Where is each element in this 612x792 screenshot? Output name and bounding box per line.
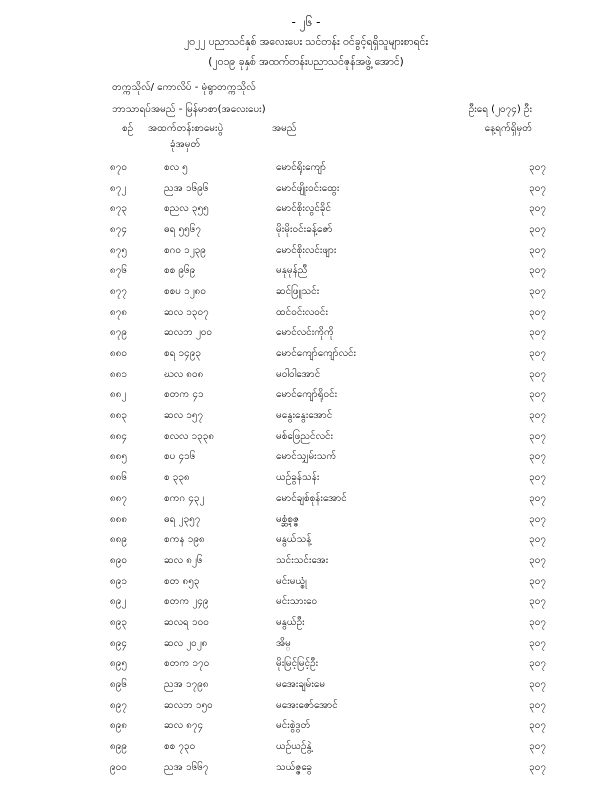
table-row	[108, 529, 546, 550]
row-name: မောင်ကျော်ရိုဝင်း	[276, 389, 338, 401]
row-name: ယဉ်ခွန်သန်း	[276, 472, 320, 484]
header-reg: အထက်တန်းစာမေးပွဲ	[148, 123, 224, 134]
row-number: ၈၉၅	[110, 658, 127, 670]
table-row	[108, 757, 546, 778]
row-days: ၃၀၇	[529, 472, 546, 484]
table-row	[108, 260, 546, 281]
row-number: ၈၈၇	[110, 492, 128, 504]
row-number: ၈၈၁	[110, 368, 128, 380]
row-name: သယ်ဇ္ဇခွေ	[276, 761, 312, 773]
table-row	[108, 178, 546, 199]
row-reg-number: စရ ၁၄၉၃	[164, 348, 202, 360]
row-name: မောင်ဖျိုးဝင်းထွေး	[276, 182, 340, 194]
row-reg-number: စတက ၁၇၀	[164, 658, 210, 670]
row-reg-number: ဆလ ၈၂၆	[164, 554, 203, 566]
row-name: မဝါဝါအောင်	[276, 368, 321, 380]
row-number: ၈၇၇	[110, 285, 127, 297]
row-days: ၃၀၇	[529, 203, 546, 215]
row-reg-number: စတက ၄၁	[164, 389, 204, 401]
row-name: မောင်လင်းကိုကို	[276, 327, 334, 339]
row-days: ၃၀၇	[529, 658, 546, 670]
row-days: ၃၀၇	[529, 575, 546, 587]
row-name: သင်းသင်းအေး	[276, 554, 329, 566]
row-name: မောင်စိုးလွင်ခိုင်	[276, 203, 332, 215]
header-reg-line2: ခုံအမှတ်	[170, 139, 201, 150]
row-days: ၃၀၇	[529, 265, 546, 277]
header-no: စဉ်	[122, 123, 134, 134]
document-title: ၂၀၂၂ ပညာသင်နှစ် အလေးပေး သင်တန်း ဝင်ခွင့်ရရှိသူများစာရင်း	[183, 36, 429, 48]
row-days: ၃၀၇	[529, 616, 546, 628]
table-row	[108, 426, 546, 447]
table-row	[108, 405, 546, 426]
table-row	[108, 323, 546, 344]
row-reg-number: စတ ၈၅၃	[164, 575, 200, 587]
row-number: ၈၇၀	[110, 161, 127, 173]
table-row	[108, 633, 546, 654]
table-row	[108, 571, 546, 592]
row-number: ၈၈၉	[110, 534, 128, 546]
row-number: ၈၉၆	[110, 679, 127, 691]
table-row	[108, 343, 546, 364]
row-number: ၈၉၀	[110, 554, 127, 566]
row-name: ယဉ်ယဉ်နွဲ့	[276, 741, 312, 753]
row-name: မအေးချမ်းမေ	[276, 679, 326, 691]
row-number: ၈၉၉	[110, 741, 127, 753]
row-reg-number: ညအ ၁၇၉၈	[164, 679, 209, 691]
row-reg-number: ဆလ ၁၅၇	[164, 410, 204, 422]
table-row	[108, 591, 546, 612]
row-reg-number: ဆလဘ ၁၅၀	[164, 699, 213, 711]
table-row	[108, 302, 546, 323]
row-name: မစ်ဖြေညင်လင်း	[276, 430, 334, 442]
row-number: ၈၉၄	[110, 637, 127, 649]
row-days: ၃၀၇	[529, 368, 546, 380]
table-row	[108, 488, 546, 509]
row-days: ၃၀၇	[529, 637, 546, 649]
row-number: ၈၉၇	[110, 699, 127, 711]
row-name: မစ္ဆံ့စုဇ္ဇ	[276, 513, 299, 525]
row-name: မနွယ်သန့်	[276, 534, 312, 546]
row-reg-number: ဃလ ၈၀၈	[164, 368, 204, 380]
page-number: - ၂၆ -	[291, 15, 321, 29]
row-name: ဆင်ဖြူသင်း	[276, 285, 320, 297]
row-days: ၃၀၇	[529, 410, 546, 422]
row-days: ၃၀၇	[529, 534, 546, 546]
row-reg-number: စလ ၅	[164, 161, 188, 173]
row-name: မင်းမယ္စုံ	[276, 575, 307, 587]
row-number: ၉၀၀	[110, 761, 127, 773]
row-name: ထင်ဝင်းလဝင်း	[276, 306, 328, 318]
table-row	[108, 612, 546, 633]
table-row	[108, 198, 546, 219]
row-days: ၃၀၇	[529, 389, 546, 401]
row-days: ၃၀၇	[529, 513, 546, 525]
document-subtitle: (၂၀၁၉ ခုနှစ် အထက်တန်းပညာသင်ဇုန်အဖွဲ့ အောင်)	[208, 56, 404, 68]
table-row	[108, 736, 546, 757]
row-reg-number: စညလ ၃၅၅	[164, 203, 209, 215]
row-reg-number: စ ၃၃၈	[164, 472, 190, 484]
table-row	[108, 281, 546, 302]
row-number: ၈၇၂	[110, 182, 127, 194]
table-row	[108, 219, 546, 240]
row-reg-number: ဆလ ၁၃၀၇	[164, 306, 209, 318]
row-name: မောင်ရိုးကျော်	[276, 161, 326, 173]
row-name: မောင်ချစ်စုန်းအောင်	[276, 492, 347, 504]
row-reg-number: စစပ ၁၂၈၀	[164, 285, 207, 297]
row-reg-number: စပ ၄၁၆	[164, 451, 196, 463]
row-name: မောင်ကျော်ကျော်လင်း	[276, 348, 357, 360]
row-number: ၈၇၉	[110, 327, 127, 339]
row-reg-number: ဓရ ၅၅၆၇	[164, 223, 202, 235]
row-days: ၃၀၇	[529, 596, 546, 608]
row-days: ၃၀၇	[529, 161, 546, 173]
row-name: အိမ္	[276, 637, 291, 649]
table-row	[108, 447, 546, 468]
row-reg-number: စလလ ၁၃၃၈	[164, 430, 215, 442]
row-number: ၈၇၈	[110, 306, 128, 318]
total-count: ဦးရေ (၂၀၇၄) ဦး	[468, 104, 532, 115]
row-name: မနုမုန်ညီ	[276, 265, 308, 277]
row-number: ၈၇၄	[110, 223, 127, 235]
row-reg-number: ဓရ ၂၃၅၇	[164, 513, 201, 525]
row-number: ၈၈၃	[110, 410, 128, 422]
row-days: ၃၀၇	[529, 348, 546, 360]
subject-label: ဘာသာရပ်အမည် - မြန်မာစာ(အလေးပေး)	[112, 104, 266, 115]
row-reg-number: ဆလ ၈၇၄	[164, 720, 204, 732]
table-row	[108, 509, 546, 530]
row-reg-number: ညအ ၁၆၆၇	[164, 761, 209, 773]
table-row	[108, 385, 546, 406]
table-row	[108, 364, 546, 385]
row-name: မိုးမြင့်မြင့်ဦး	[276, 658, 319, 670]
table-row	[108, 240, 546, 261]
row-number: ၈၈၀	[110, 348, 128, 360]
row-days: ၃၀၇	[529, 761, 546, 773]
row-number: ၈၇၆	[110, 265, 127, 277]
row-name: မနွေးနွေးအောင်	[276, 410, 333, 422]
table-row	[108, 674, 546, 695]
row-name: မအေးဇော်အောင်	[276, 699, 338, 711]
row-number: ၈၈၆	[110, 472, 128, 484]
row-number: ၈၈၈	[110, 513, 128, 525]
table-row	[108, 157, 546, 178]
row-number: ၈၉၃	[110, 616, 127, 628]
row-days: ၃၀၇	[529, 244, 546, 256]
row-reg-number: ညအ ၁၆၉၆	[164, 182, 209, 194]
row-reg-number: စစ ၇၃၀	[164, 741, 196, 753]
row-number: ၈၈၅	[110, 451, 128, 463]
row-reg-number: စစ ၉၆၉	[164, 265, 196, 277]
row-days: ၃၀၇	[529, 554, 546, 566]
row-name: မိုးမိုးဝင်းခန့်ဇော်	[276, 223, 333, 235]
row-days: ၃၀၇	[529, 327, 546, 339]
table-row	[108, 654, 546, 675]
row-reg-number: ဆလရ ၁၀၀	[164, 616, 209, 628]
table-row	[108, 550, 546, 571]
row-days: ၃၀၇	[529, 306, 546, 318]
row-name: မင်းသားဝေ	[276, 596, 318, 608]
row-days: ၃၀၇	[529, 182, 546, 194]
student-table	[108, 157, 546, 778]
row-reg-number: စဂဝ ၁၂၃၉	[164, 244, 206, 256]
row-days: ၃၀၇	[529, 492, 546, 504]
header-name: အမည်	[272, 123, 297, 134]
university-label: တက္ကသိုလ်/ ကောလိပ် - မုံရွာတက္ကသိုလ်	[112, 82, 256, 93]
row-number: ၈၇၃	[110, 203, 127, 215]
row-days: ၃၀၇	[529, 720, 546, 732]
row-days: ၃၀၇	[529, 451, 546, 463]
row-number: ၈၉၈	[110, 720, 128, 732]
row-reg-number: ဆလ ၂၀၂၈	[164, 637, 208, 649]
row-number: ၈၈၂	[110, 389, 127, 401]
row-days: ၃၀၇	[529, 699, 546, 711]
row-name: မောင်သျှမ်းသက်	[276, 451, 337, 463]
row-reg-number: စတက ၂၄၉	[164, 596, 209, 608]
row-name: မနွယ်ဦး	[276, 616, 305, 628]
row-reg-number: ဆလဘ ၂၀၀	[164, 327, 213, 339]
table-row	[108, 695, 546, 716]
row-name: မောင်စိုးလင်းဖျား	[276, 244, 337, 256]
row-number: ၈၇၅	[110, 244, 127, 256]
row-days: ၃၀၇	[529, 430, 546, 442]
row-days: ၃၀၇	[529, 741, 546, 753]
table-row	[108, 467, 546, 488]
row-name: မင်းစွဲဒွတ်	[276, 720, 311, 732]
row-number: ၈၉၁	[110, 575, 127, 587]
row-number: ၈၉၂	[110, 596, 127, 608]
header-days: နေ့ရက်ရှိမှတ်	[484, 123, 532, 134]
row-days: ၃၀၇	[529, 679, 546, 691]
row-days: ၃၀၇	[529, 285, 546, 297]
row-reg-number: စကန ၁၉၈	[164, 534, 205, 546]
row-number: ၈၈၄	[110, 430, 128, 442]
table-row	[108, 716, 546, 737]
row-reg-number: စကဂ ၄၃၂	[164, 492, 205, 504]
row-days: ၃၀၇	[529, 223, 546, 235]
